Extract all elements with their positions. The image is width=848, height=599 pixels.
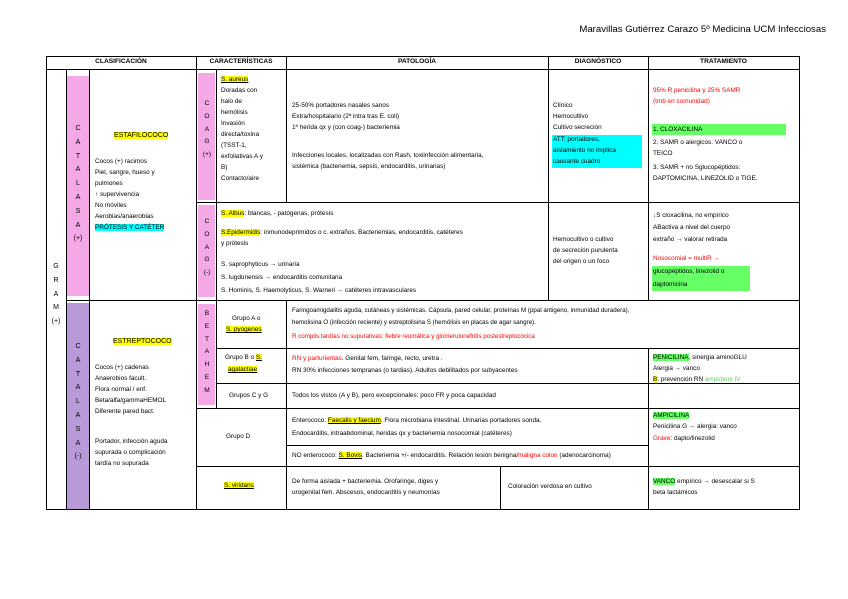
table-bottom-border	[46, 509, 800, 510]
coagneg-trat-1: ↓S cloxacilina, no empírico	[653, 212, 729, 219]
aureus-trat-1: 2. SAMR o alergicos: VANCO o	[653, 139, 743, 146]
coag-right-border	[216, 69, 217, 301]
estrepto-line-1: Cocos (+) cadenas	[95, 364, 149, 371]
estrepto-line-3: Flora normal / enf.	[95, 386, 147, 393]
aureus-trat-2: TEICO	[653, 150, 673, 157]
grupoCG-label: Grupos C y G	[229, 392, 269, 399]
strep-left-border	[196, 300, 197, 510]
viridans-pat-1: De forma aislada + bacteriemia. Orofaringe, diges y	[292, 478, 439, 485]
header-bottom-border	[46, 69, 800, 70]
aureus-char-9: Contacto/aire	[221, 175, 260, 182]
aureus-char-8: B)	[221, 164, 228, 171]
grupoD-trat-2: Penicilina G → alergia: vanco	[653, 423, 737, 430]
coagneg-diag-3: del origen o un foco	[553, 258, 610, 265]
viridans-pat-diag-sep	[500, 466, 501, 510]
estrepto-line-5: Diferente pared bact.	[95, 408, 155, 415]
albus-row: S. Albus: blancas, - patógenas, prótesis	[221, 210, 334, 217]
hdr-sep-2	[286, 56, 287, 70]
estafilococo-title: ESTAFILOCOCO	[114, 132, 169, 139]
grupoB-trat-2: Alergia → vanco	[653, 365, 700, 372]
estrepto-line-9: tardía no supurada	[95, 460, 149, 467]
aureus-trat-red-1: 95% R penicilina y 25% SAMR	[653, 87, 741, 94]
estafilococo-line-4: ↑ supervivencia	[95, 191, 140, 198]
estafilococo-line-6: Aerobias/anaerobias	[95, 213, 154, 220]
grupoD-pat-1b: Endocarditis, intraabdominal, heridas qx y bacteriemia nosocomial (catéteres)	[292, 430, 512, 437]
grupoA-label: Grupo A o	[232, 315, 261, 322]
aureus-char-5: directa/toxina	[221, 131, 260, 138]
estrepto-line-2: Anaerobios facult.	[95, 375, 147, 382]
col-patologia: PATOLOGÍA	[397, 58, 437, 65]
aureus-diag-1: Clínico	[553, 102, 573, 109]
hdr-sep-3	[548, 56, 549, 70]
table-top-border	[46, 56, 800, 57]
aureus-pat-1: 25-50% portadores nasales sanos	[292, 102, 389, 109]
estafilococo-highlight: PRÓTESIS Y CATÉTER	[95, 224, 165, 231]
grupoA-pat-red: R complis tardías no supurativas: fiebre reumática y glomerulonefritis postestreptocócica	[292, 333, 535, 340]
aureus-pat-2: Extra/hospitalario (2ª intra tras E. coli)	[292, 113, 400, 120]
aureus-diag-3: Cultivo secreción	[553, 124, 602, 131]
aureus-pat-3: 1ª herida qx y (con coag-) bacteriemia	[292, 124, 400, 131]
coagneg-other-2: S. lugdunensis → endocarditis comunitaria	[221, 274, 343, 281]
coagneg-trat-2: ABactiva a nivel del cuerpo	[653, 224, 731, 231]
estrepto-line-8: supurada o complicación	[95, 449, 166, 456]
grupoCG-bottom	[196, 408, 799, 409]
col-diagnostico: DIAGNÓSTICO	[574, 58, 622, 65]
grupoD-trat-1: AMPICILINA	[653, 412, 690, 419]
grupoB-label: Grupo B o S.	[225, 354, 262, 361]
coagneg-trat-red: Nosocomial = multiR →	[653, 255, 720, 262]
epidermidis-row-2: y prótesis	[221, 240, 249, 247]
estrepto-line-4: Beta/alfa/gammaHEMOL	[95, 397, 167, 404]
epidermidis-row: S.Epidermidis: inmunodeprimidos o c. extraños. Bacteriemias, endocarditis, catéteres	[221, 229, 463, 236]
estafilococo-line-5: No móviles	[95, 202, 127, 209]
grupoA-name: S. pyogenes	[226, 326, 262, 333]
aureus-diag-hl-2: aislamiento no implica	[553, 147, 616, 154]
col-clasificacion: CLASIFICACIÓN	[95, 58, 147, 65]
aureus-trat-cloxacilina: 1. CLOXACILINA	[653, 126, 703, 133]
estrepto-line-7: Portador, infección aguda	[95, 438, 168, 445]
coagneg-other-1: S. saprophyticus → urinaria	[221, 261, 300, 268]
strep-char-pat-sep	[286, 300, 287, 510]
table-left-border	[46, 56, 47, 510]
grupoD-inner-divider	[286, 445, 648, 446]
hdr-sep-4	[648, 56, 649, 70]
grupoB-trat-1: PENICILINA, sinergia aminoGLU	[653, 354, 747, 361]
aureus-char-2: halo de	[221, 98, 242, 105]
catalasa-negative-label: C A T A L A S A (-)	[74, 343, 82, 461]
aureus-char-7: exfoliativas A y	[221, 153, 263, 160]
aureus-trat-4: DAPTOMICINA, LINEZOLID o TIGE.	[653, 175, 758, 182]
aureus-pat-4: Infecciones locales, localizadas con Rash, toxiinfección alimentaria,	[292, 152, 484, 159]
aureus-char-1: Doradas con	[221, 87, 258, 94]
grupoD-pat-1: Enterococo: Faecalis y faecium. Flora microbiana intestinal. Urinarias portadores sonda.	[292, 417, 542, 424]
coagneg-diag-2: de secreción purulenta	[553, 247, 618, 254]
coag-negative-label: C O A G (-)	[203, 218, 211, 277]
estafilococo-line-1: Cocos (+) racimos	[95, 158, 148, 165]
coagneg-diag-1: Hemocultivo o cultivo	[553, 236, 614, 243]
staph-strep-divider	[67, 300, 799, 301]
aureus-char-3: hemólisis	[221, 109, 248, 116]
grupoD-label: Grupo D	[226, 433, 251, 440]
beta-hem-label: B E T A H E M	[204, 310, 210, 394]
aureus-trat-3: 3. SAMR + no Sglucopéptidos:	[653, 164, 741, 171]
strep-trat-sep	[648, 348, 649, 510]
coagneg-trat-hl-1: glucopéptidos, linezolid o	[653, 268, 725, 275]
aureus-char-pat-sep	[286, 69, 287, 203]
coag-positive-label: C O A G (+)	[202, 100, 212, 159]
viridans-diag: Coloración verdosa en cultivo	[508, 483, 592, 490]
aureus-char-6: (TSST-1,	[221, 142, 247, 149]
catalasa-right-border	[89, 69, 90, 510]
gram-label: G R A M (+)	[51, 263, 61, 326]
aureus-diag-2: Hemocultivo	[553, 113, 589, 120]
grupoD-trat-3: Grave: dapto/linezolid	[653, 435, 715, 442]
document-header: Maravillas Gutiérrez Carazo 5º Medicina UCM Infecciosas	[579, 24, 826, 35]
coagneg-trat-hl-2: daptomicina	[653, 281, 688, 288]
aureus-diag-hl-3: causante cuadro	[553, 158, 601, 165]
staph-pat-diag-sep	[548, 69, 549, 301]
grupoA-pat-1: Faringoamigdalitis aguda, cutáneas y sistémicas. Cápsula, pared celular, proteínas M (ppal antigeno, inmunidad duradera),	[292, 307, 630, 314]
viridans-pat-2: urogenital fem. Abscesos, endocarditis y neumonías	[292, 489, 440, 496]
grupoB-pat-1: RN y parturientas. Genital fem, faringe, recto, uretra .	[292, 355, 443, 362]
coagneg-other-3: S. Hominis, S. Haemolyticus, S. Warneri → catéteres intravasculares	[221, 287, 417, 294]
grupoA-bottom	[216, 348, 799, 349]
coagneg-trat-3: extraño → valorar retirada	[653, 236, 728, 243]
grupoB-pat-2: RN 30% infecciones tempranas (o tardias). Adultos debilitados por subyacentes	[292, 367, 518, 374]
grupoB-trat-3: B: prevención RN ampi/peni IV	[653, 376, 741, 383]
aureus-diag-hl-1: ATT: portadores,	[553, 136, 600, 143]
estafilococo-line-3: pulmones	[95, 180, 123, 187]
viridans-trat-2: beta lactámicos	[653, 489, 698, 496]
staph-diag-trat-sep	[648, 69, 649, 301]
table-right-border	[799, 56, 800, 510]
grupoB-name: agalactiae	[228, 366, 258, 373]
grupoCG-pat: Todos los vistos (A y B), pero excepcionales: poco FR y poca capacidad	[292, 392, 496, 399]
estreptococo-title: ESTREPTOCOCO	[113, 338, 172, 345]
coag-left-border	[196, 69, 197, 301]
aureus-pat-5: sistémica (bacteriemia, sepsis, endocarditis, urinarias)	[292, 163, 446, 170]
catalasa-positive-label: C A T A L A S A (+)	[73, 125, 83, 243]
viridans-trat-1: VANCO empírico → desescalar si S	[653, 478, 755, 485]
estafilococo-line-2: Piel, sangre, hueso y	[95, 169, 155, 176]
aureus-trat-red-2: (tmb en comunidad)	[653, 98, 710, 105]
grupoD-bottom	[196, 466, 799, 467]
aureus-char-4: Invasión	[221, 120, 245, 127]
viridans-name: S. viridans	[224, 482, 254, 489]
beta-hem-right-border	[216, 300, 217, 408]
col-tratamiento: TRATAMIENTO	[700, 58, 747, 65]
hdr-sep-1	[196, 56, 197, 70]
aureus-name: S. aureus	[221, 76, 249, 83]
grupoA-pat-2: hemolisina O (infección reciente) y estreptolisina S (hemólisis en placas de agar sangre).	[292, 319, 536, 326]
grupoD-pat-2: NO enterococo: S. Bovis. Bacteriemia +/- endocarditis. Relación lesión benigna/maligna colon (adenocarcinoma)	[292, 452, 611, 459]
col-caracteristicas: CARACTERÍSTICAS	[209, 58, 273, 65]
